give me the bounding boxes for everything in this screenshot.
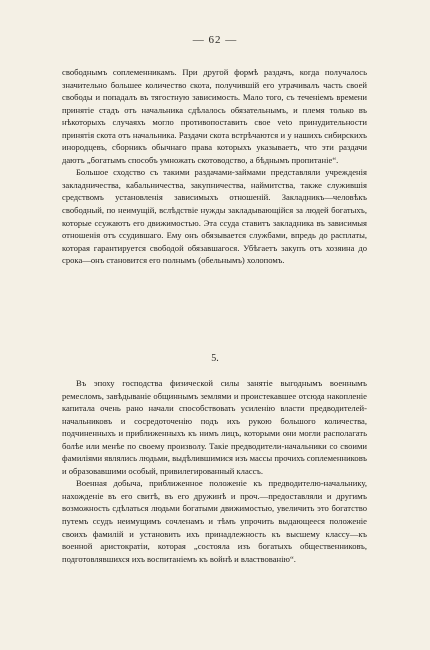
section-number: 5. — [211, 353, 219, 364]
paragraph: Въ эпоху господства физической силы занятіе выгоднымъ военнымъ ремесломъ, завѣдываніе общиннымъ землями и проистекавшее отсюда накопленіе капитала очень рано начали способствовать усиленію власти предводителей-начальниковъ и сосредоточенію подъ ихъ рукою большого количества, подчиненныхъ и приближенныхъ къ нимъ лицъ, которыми они могли располагать болѣе или менѣе по своему произволу. Такіе предводители-начальники со своими фамиліями являлись людьми, выдѣлившимися изъ массы прочихъ соплеменниковъ и образовавшими особый, привилегированный классъ. — [62, 378, 367, 476]
page-number: — 62 — — [192, 34, 238, 46]
text-block-bottom — [62, 377, 367, 565]
paragraph: Военная добыча, приближенное положеніе къ предводителю-начальнику, нахожденіе въ его свитѣ, въ его дружинѣ и проч.—предоставляли и другимъ возможность сдѣлаться людьми богатыми движимостью, увеличить это богатство путемъ ссудъ неимущимъ сочленамъ и тѣмъ упрочить выдающееся положеніе своихъ фамилій и установить ихъ принадлежность къ высшему классу—къ военной аристократіи, которая „состояла изъ богатыхъ общественниковъ, подготовлявшихся ихъ воспитаніемъ къ войнѣ и властвованію“. — [62, 478, 367, 564]
paragraph: свободнымъ соплеменникамъ. При другой формѣ раздачъ, когда получалось значительно большее количество скота, получившій его утрачивалъ часть своей свободы и попадалъ въ тягостную зависимость. Мало того, съ теченіемъ времени принятіе стадъ отъ начальника сдѣлалось обязательнымъ, и племя только въ нѣкоторыхъ случаяхъ могло противопоставить свое veto принудительности принятія скота отъ начальника. Раздачи скота встрѣчаются и у нашихъ сибирскихъ инородцевъ, сборникъ обычнаго права которыхъ указываетъ, что эти раздачи даютъ „богатымъ способъ умножать скотоводство, а бѣднымъ пропитаніе“. — [62, 67, 367, 165]
text-block-top — [62, 66, 367, 267]
paragraph: Большое сходство съ такими раздачами-займами представляли учрежденія закладничества, кабальничества, закупничества, наймитства, также служившія средствомъ установленія зависимыхъ отношеній. Закладникъ—человѣкъ свободный, по неимущій, вслѣдствіе нужды закладывающійся за людей богатыхъ, которые ссужаютъ его движимостью. Эта ссуда ставитъ закладника въ зависимыя отношенія отъ ссудившаго. Ему онъ обязывается службами, впредь до расплаты, которая гарантируется свободой обязавшагося. Убѣгаетъ закупъ отъ хозяина до срока—онъ становится его полнымъ (обельнымъ) холопомъ. — [62, 167, 367, 266]
